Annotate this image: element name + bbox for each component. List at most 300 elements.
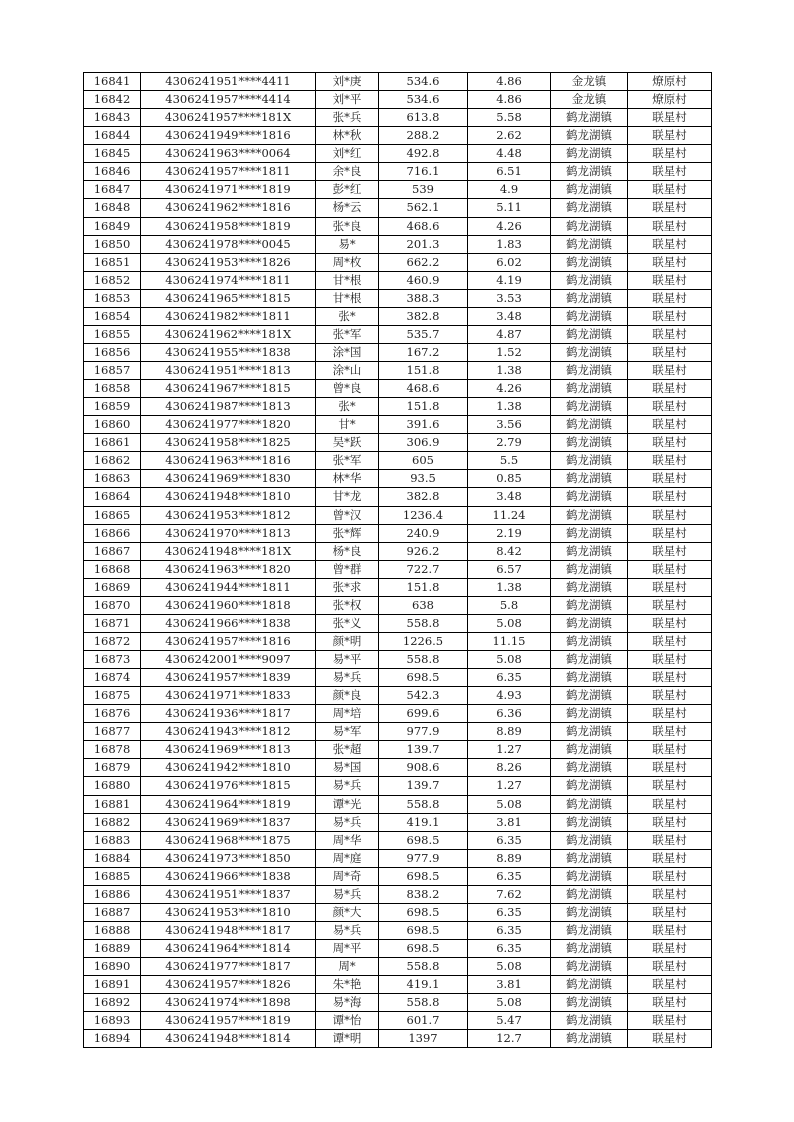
town-cell: 鹤龙湖镇 [551,181,628,199]
town-cell: 鹤龙湖镇 [551,163,628,181]
table-row [84,777,712,795]
person-name-cell: 张*求 [316,578,379,596]
row-number-cell: 16872 [84,632,141,650]
area-cell: 6.57 [468,560,551,578]
row-number-cell: 16863 [84,470,141,488]
person-name-cell: 张*军 [316,452,379,470]
id-number-cell: 4306241953****1826 [141,253,316,271]
id-number-cell: 4306241964****1819 [141,795,316,813]
area-cell: 5.11 [468,199,551,217]
village-cell: 联星村 [628,380,712,398]
table-row [84,632,712,650]
area-cell: 8.89 [468,849,551,867]
person-name-cell: 易*兵 [316,813,379,831]
town-cell: 鹤龙湖镇 [551,542,628,560]
row-number-cell: 16875 [84,687,141,705]
village-cell: 联星村 [628,434,712,452]
area-cell: 6.35 [468,831,551,849]
village-cell: 联星村 [628,127,712,145]
person-name-cell: 张* [316,307,379,325]
id-number-cell: 4306241948****1817 [141,921,316,939]
amount-cell: 382.8 [379,488,468,506]
area-cell: 11.24 [468,506,551,524]
row-number-cell: 16860 [84,416,141,434]
person-name-cell: 易*军 [316,723,379,741]
village-cell: 联星村 [628,632,712,650]
village-cell: 联星村 [628,903,712,921]
town-cell: 鹤龙湖镇 [551,831,628,849]
area-cell: 4.19 [468,271,551,289]
town-cell: 鹤龙湖镇 [551,849,628,867]
town-cell: 鹤龙湖镇 [551,506,628,524]
row-number-cell: 16869 [84,578,141,596]
town-cell: 鹤龙湖镇 [551,145,628,163]
amount-cell: 638 [379,596,468,614]
row-number-cell: 16842 [84,91,141,109]
area-cell: 2.79 [468,434,551,452]
amount-cell: 240.9 [379,524,468,542]
area-cell: 1.83 [468,235,551,253]
id-number-cell: 4306241976****1815 [141,777,316,795]
amount-cell: 139.7 [379,741,468,759]
town-cell: 鹤龙湖镇 [551,614,628,632]
row-number-cell: 16883 [84,831,141,849]
id-number-cell: 4306241951****1813 [141,362,316,380]
person-name-cell: 张*义 [316,614,379,632]
id-number-cell: 4306241943****1812 [141,723,316,741]
amount-cell: 926.2 [379,542,468,560]
town-cell: 鹤龙湖镇 [551,867,628,885]
town-cell: 鹤龙湖镇 [551,921,628,939]
table-row [84,867,712,885]
table-row [84,596,712,614]
person-name-cell: 颜*明 [316,632,379,650]
id-number-cell: 4306241942****1810 [141,759,316,777]
table-row [84,416,712,434]
village-cell: 联星村 [628,524,712,542]
area-cell: 5.08 [468,795,551,813]
person-name-cell: 林*华 [316,470,379,488]
town-cell: 鹤龙湖镇 [551,813,628,831]
area-cell: 4.87 [468,325,551,343]
amount-cell: 288.2 [379,127,468,145]
table-row [84,741,712,759]
amount-cell: 201.3 [379,235,468,253]
row-number-cell: 16879 [84,759,141,777]
village-cell: 联星村 [628,940,712,958]
table-row [84,343,712,361]
amount-cell: 468.6 [379,380,468,398]
area-cell: 3.53 [468,289,551,307]
table-row [84,687,712,705]
row-number-cell: 16856 [84,343,141,361]
town-cell: 鹤龙湖镇 [551,217,628,235]
person-name-cell: 谭*明 [316,1030,379,1048]
village-cell: 联星村 [628,867,712,885]
person-name-cell: 余*良 [316,163,379,181]
village-cell: 联星村 [628,741,712,759]
town-cell: 鹤龙湖镇 [551,687,628,705]
area-cell: 2.19 [468,524,551,542]
amount-cell: 698.5 [379,867,468,885]
town-cell: 鹤龙湖镇 [551,795,628,813]
area-cell: 7.62 [468,885,551,903]
id-number-cell: 4306241969****1837 [141,813,316,831]
person-name-cell: 易* [316,235,379,253]
table-row [84,398,712,416]
row-number-cell: 16864 [84,488,141,506]
area-cell: 6.35 [468,921,551,939]
village-cell: 联星村 [628,849,712,867]
area-cell: 6.02 [468,253,551,271]
person-name-cell: 甘*龙 [316,488,379,506]
town-cell: 鹤龙湖镇 [551,940,628,958]
table-row [84,362,712,380]
town-cell: 鹤龙湖镇 [551,976,628,994]
person-name-cell: 刘*平 [316,91,379,109]
area-cell: 1.38 [468,398,551,416]
id-number-cell: 4306242001****9097 [141,651,316,669]
area-cell: 5.08 [468,994,551,1012]
village-cell: 联星村 [628,777,712,795]
person-name-cell: 易*海 [316,994,379,1012]
row-number-cell: 16847 [84,181,141,199]
amount-cell: 977.9 [379,723,468,741]
id-number-cell: 4306241957****181X [141,109,316,127]
area-cell: 6.36 [468,705,551,723]
village-cell: 联星村 [628,253,712,271]
person-name-cell: 周*华 [316,831,379,849]
town-cell: 鹤龙湖镇 [551,271,628,289]
village-cell: 联星村 [628,199,712,217]
village-cell: 联星村 [628,542,712,560]
person-name-cell: 张*超 [316,741,379,759]
town-cell: 鹤龙湖镇 [551,903,628,921]
village-cell: 联星村 [628,145,712,163]
area-cell: 3.56 [468,416,551,434]
table-row [84,199,712,217]
id-number-cell: 4306241963****1816 [141,452,316,470]
village-cell: 燎原村 [628,91,712,109]
row-number-cell: 16870 [84,596,141,614]
row-number-cell: 16890 [84,958,141,976]
person-name-cell: 张*良 [316,217,379,235]
table-row [84,289,712,307]
amount-cell: 613.8 [379,109,468,127]
table-row [84,669,712,687]
amount-cell: 601.7 [379,1012,468,1030]
id-number-cell: 4306241963****1820 [141,560,316,578]
area-cell: 3.81 [468,813,551,831]
row-number-cell: 16892 [84,994,141,1012]
amount-cell: 698.5 [379,921,468,939]
row-number-cell: 16867 [84,542,141,560]
table-row [84,813,712,831]
row-number-cell: 16886 [84,885,141,903]
town-cell: 鹤龙湖镇 [551,651,628,669]
town-cell: 鹤龙湖镇 [551,307,628,325]
amount-cell: 468.6 [379,217,468,235]
table-row [84,325,712,343]
row-number-cell: 16876 [84,705,141,723]
person-name-cell: 谭*光 [316,795,379,813]
village-cell: 联星村 [628,921,712,939]
id-number-cell: 4306241957****1819 [141,1012,316,1030]
id-number-cell: 4306241978****0045 [141,235,316,253]
person-name-cell: 周* [316,958,379,976]
area-cell: 12.7 [468,1030,551,1048]
row-number-cell: 16857 [84,362,141,380]
table-row [84,759,712,777]
area-cell: 4.86 [468,73,551,91]
person-name-cell: 彭*红 [316,181,379,199]
area-cell: 5.8 [468,596,551,614]
row-number-cell: 16851 [84,253,141,271]
row-number-cell: 16881 [84,795,141,813]
amount-cell: 492.8 [379,145,468,163]
id-number-cell: 4306241944****1811 [141,578,316,596]
id-number-cell: 4306241969****1830 [141,470,316,488]
village-cell: 联星村 [628,362,712,380]
area-cell: 1.27 [468,777,551,795]
area-cell: 4.26 [468,217,551,235]
row-number-cell: 16884 [84,849,141,867]
area-cell: 4.93 [468,687,551,705]
id-number-cell: 4306241948****1814 [141,1030,316,1048]
person-name-cell: 刘*红 [316,145,379,163]
amount-cell: 558.8 [379,958,468,976]
person-name-cell: 谭*怡 [316,1012,379,1030]
town-cell: 鹤龙湖镇 [551,885,628,903]
village-cell: 联星村 [628,669,712,687]
village-cell: 联星村 [628,398,712,416]
table-row [84,181,712,199]
row-number-cell: 16877 [84,723,141,741]
village-cell: 联星村 [628,416,712,434]
town-cell: 鹤龙湖镇 [551,632,628,650]
area-cell: 4.26 [468,380,551,398]
row-number-cell: 16853 [84,289,141,307]
id-number-cell: 4306241948****181X [141,542,316,560]
table-row [84,73,712,91]
amount-cell: 716.1 [379,163,468,181]
area-cell: 4.86 [468,91,551,109]
area-cell: 6.35 [468,940,551,958]
id-number-cell: 4306241965****1815 [141,289,316,307]
area-cell: 6.51 [468,163,551,181]
person-name-cell: 张*兵 [316,109,379,127]
town-cell: 金龙镇 [551,73,628,91]
table-row [84,831,712,849]
id-number-cell: 4306241977****1817 [141,958,316,976]
amount-cell: 1397 [379,1030,468,1048]
id-number-cell: 4306241974****1811 [141,271,316,289]
row-number-cell: 16852 [84,271,141,289]
area-cell: 3.48 [468,307,551,325]
area-cell: 8.89 [468,723,551,741]
id-number-cell: 4306241974****1898 [141,994,316,1012]
id-number-cell: 4306241957****1826 [141,976,316,994]
id-number-cell: 4306241953****1810 [141,903,316,921]
row-number-cell: 16843 [84,109,141,127]
person-name-cell: 曾*群 [316,560,379,578]
row-number-cell: 16850 [84,235,141,253]
table-row [84,1030,712,1048]
town-cell: 鹤龙湖镇 [551,452,628,470]
table-row [84,452,712,470]
village-cell: 燎原村 [628,73,712,91]
person-name-cell: 张*军 [316,325,379,343]
amount-cell: 698.5 [379,669,468,687]
town-cell: 鹤龙湖镇 [551,596,628,614]
area-cell: 8.42 [468,542,551,560]
village-cell: 联星村 [628,976,712,994]
area-cell: 8.26 [468,759,551,777]
village-cell: 联星村 [628,325,712,343]
table-row [84,109,712,127]
town-cell: 鹤龙湖镇 [551,578,628,596]
area-cell: 1.38 [468,362,551,380]
village-cell: 联星村 [628,470,712,488]
town-cell: 鹤龙湖镇 [551,362,628,380]
row-number-cell: 16841 [84,73,141,91]
amount-cell: 151.8 [379,578,468,596]
person-name-cell: 吴*跃 [316,434,379,452]
village-cell: 联星村 [628,1030,712,1048]
town-cell: 鹤龙湖镇 [551,253,628,271]
row-number-cell: 16844 [84,127,141,145]
table-row [84,560,712,578]
town-cell: 鹤龙湖镇 [551,470,628,488]
row-number-cell: 16878 [84,741,141,759]
row-number-cell: 16845 [84,145,141,163]
town-cell: 金龙镇 [551,91,628,109]
area-cell: 5.08 [468,651,551,669]
area-cell: 3.48 [468,488,551,506]
person-name-cell: 涂*山 [316,362,379,380]
amount-cell: 534.6 [379,91,468,109]
town-cell: 鹤龙湖镇 [551,1012,628,1030]
amount-cell: 542.3 [379,687,468,705]
person-name-cell: 林*秋 [316,127,379,145]
row-number-cell: 16858 [84,380,141,398]
id-number-cell: 4306241951****4411 [141,73,316,91]
table-row [84,542,712,560]
village-cell: 联星村 [628,705,712,723]
row-number-cell: 16889 [84,940,141,958]
town-cell: 鹤龙湖镇 [551,958,628,976]
area-cell: 5.47 [468,1012,551,1030]
village-cell: 联星村 [628,307,712,325]
amount-cell: 382.8 [379,307,468,325]
person-name-cell: 周*平 [316,940,379,958]
town-cell: 鹤龙湖镇 [551,524,628,542]
person-name-cell: 易*兵 [316,669,379,687]
table-row [84,940,712,958]
row-number-cell: 16888 [84,921,141,939]
amount-cell: 722.7 [379,560,468,578]
amount-cell: 558.8 [379,651,468,669]
row-number-cell: 16874 [84,669,141,687]
town-cell: 鹤龙湖镇 [551,109,628,127]
village-cell: 联星村 [628,560,712,578]
table-row [84,614,712,632]
village-cell: 联星村 [628,795,712,813]
id-number-cell: 4306241964****1814 [141,940,316,958]
amount-cell: 535.7 [379,325,468,343]
town-cell: 鹤龙湖镇 [551,994,628,1012]
table-row [84,1012,712,1030]
town-cell: 鹤龙湖镇 [551,777,628,795]
person-name-cell: 杨*良 [316,542,379,560]
amount-cell: 388.3 [379,289,468,307]
table-row [84,127,712,145]
person-name-cell: 朱*艳 [316,976,379,994]
id-number-cell: 4306241960****1818 [141,596,316,614]
town-cell: 鹤龙湖镇 [551,289,628,307]
row-number-cell: 16873 [84,651,141,669]
area-cell: 6.35 [468,903,551,921]
person-name-cell: 易*兵 [316,777,379,795]
person-name-cell: 周*庭 [316,849,379,867]
row-number-cell: 16880 [84,777,141,795]
amount-cell: 558.8 [379,795,468,813]
row-number-cell: 16854 [84,307,141,325]
village-cell: 联星村 [628,271,712,289]
village-cell: 联星村 [628,235,712,253]
town-cell: 鹤龙湖镇 [551,723,628,741]
village-cell: 联星村 [628,651,712,669]
person-name-cell: 杨*云 [316,199,379,217]
village-cell: 联星村 [628,759,712,777]
table-row [84,578,712,596]
town-cell: 鹤龙湖镇 [551,380,628,398]
id-number-cell: 4306241962****181X [141,325,316,343]
amount-cell: 139.7 [379,777,468,795]
area-cell: 4.48 [468,145,551,163]
person-name-cell: 易*兵 [316,885,379,903]
row-number-cell: 16887 [84,903,141,921]
table-row [84,885,712,903]
table-row [84,506,712,524]
amount-cell: 419.1 [379,813,468,831]
village-cell: 联星村 [628,831,712,849]
area-cell: 6.35 [468,669,551,687]
village-cell: 联星村 [628,343,712,361]
table-row [84,434,712,452]
amount-cell: 1226.5 [379,632,468,650]
table-row [84,307,712,325]
town-cell: 鹤龙湖镇 [551,434,628,452]
amount-cell: 605 [379,452,468,470]
amount-cell: 306.9 [379,434,468,452]
person-name-cell: 甘* [316,416,379,434]
id-number-cell: 4306241948****1810 [141,488,316,506]
id-number-cell: 4306241971****1833 [141,687,316,705]
person-name-cell: 颜*良 [316,687,379,705]
area-cell: 5.08 [468,614,551,632]
person-name-cell: 易*平 [316,651,379,669]
person-name-cell: 涂*国 [316,343,379,361]
person-name-cell: 易*国 [316,759,379,777]
table-row [84,380,712,398]
village-cell: 联星村 [628,958,712,976]
village-cell: 联星村 [628,1012,712,1030]
person-name-cell: 周*培 [316,705,379,723]
id-number-cell: 4306241951****1837 [141,885,316,903]
row-number-cell: 16849 [84,217,141,235]
village-cell: 联星村 [628,614,712,632]
